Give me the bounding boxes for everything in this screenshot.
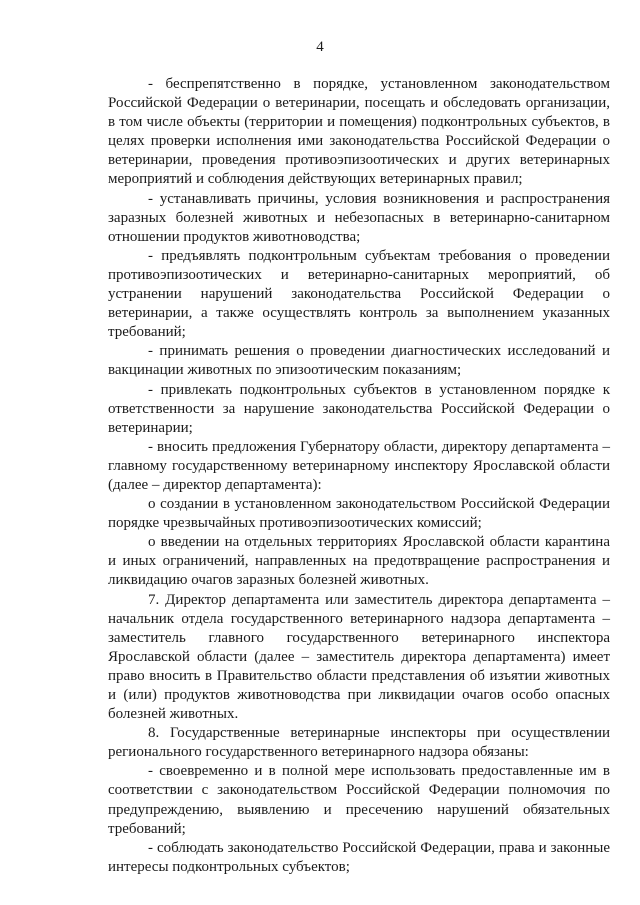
paragraph-emergency-commissions: о создании в установленном законодательством Российской Федерации порядке чрезвычайных противоэпизоотических комиссий; — [108, 496, 610, 532]
paragraph-item-7: 7. Директор департамента или заместитель директора департамента – начальник отдела государственного ветеринарного надзора департамента – заместитель главного государственного ветеринарного инспектора Ярославской области (далее – заместитель директора департамента) имеет право вносить в Правительство области представления об изъятии животных и (или) продуктов животноводства при ликвидации очагов особо опасных болезней животных. — [108, 591, 610, 723]
paragraph-observe-law: - соблюдать законодательство Российской Федерации, права и законные интересы подконтрольных субъектов; — [108, 839, 610, 875]
paragraph-diagnostics-vaccination: - принимать решения о проведении диагностических исследований и вакцинации животных по эпизоотическим показаниям; — [108, 343, 610, 379]
paragraph-inspect-organizations: - беспрепятственно в порядке, установленном законодательством Российской Федерации о ветеринарии, посещать и обследовать организации, в том числе объекты (территории и помещения) подконтрольных субъектов, в целях проверки исполнения ими законодательства Российской Федерации о ветеринарии, проведения противоэпизоотических и других ветеринарных мероприятий и соблюдения действующих ветеринарных правил; — [108, 76, 610, 188]
paragraph-item-8: 8. Государственные ветеринарные инспекторы при осуществлении регионального государственного ветеринарного надзора обязаны: — [108, 725, 610, 761]
paragraph-establish-causes: - устанавливать причины, условия возникновения и распространения заразных болезней животных и небезопасных в ветеринарно-санитарном отношении продуктов животноводства; — [108, 190, 610, 245]
paragraph-use-powers: - своевременно и в полной мере использовать предоставленные им в соответствии с законодательством Российской Федерации полномочия по предупреждению, выявлению и пресечению нарушений обязательных требований; — [108, 763, 610, 837]
paragraph-liability: - привлекать подконтрольных субъектов в установленном порядке к ответственности за нарушение законодательства Российской Федерации о ветеринарии; — [108, 381, 610, 436]
paragraph-proposals: - вносить предложения Губернатору области, директору департамента – главному государственному ветеринарному инспектору Ярославской области (далее – директор департамента): — [108, 438, 610, 493]
page-number: 4 — [316, 39, 324, 55]
paragraph-present-requirements: - предъявлять подконтрольным субъектам требования о проведении противоэпизоотических и ветеринарно-санитарных мероприятий, об устранении нарушений законодательства Российской Федерации о ветеринарии, а также осуществлять контроль за выполнением указанных требований; — [108, 247, 610, 341]
paragraph-quarantine: о введении на отдельных территориях Ярославской области карантина и иных ограничений, направленных на предотвращение распространения и ликвидацию очагов заразных болезней животных. — [108, 534, 610, 589]
document-body — [108, 75, 610, 877]
